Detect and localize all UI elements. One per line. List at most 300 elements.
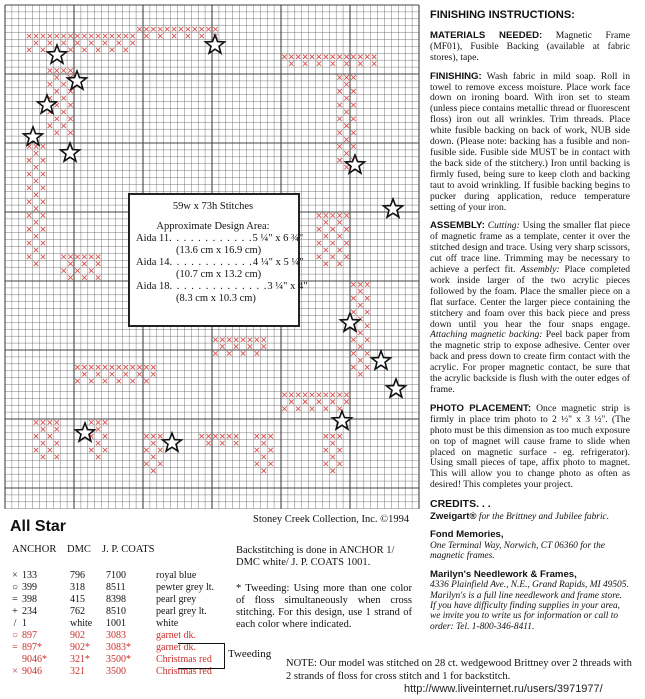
- marilyn-name: Marilyn's Needlework & Frames,: [430, 568, 577, 580]
- stitch-mark: [186, 27, 191, 32]
- stitch-mark: [241, 351, 246, 356]
- design-area-heading: Approximate Design Area:: [156, 221, 270, 232]
- stitch-mark: [68, 68, 73, 73]
- stitch-mark: [317, 213, 322, 218]
- stitch-mark: [48, 68, 53, 73]
- stitch-mark: [41, 144, 46, 149]
- instructions-title: FINISHING INSTRUCTIONS:: [430, 9, 575, 21]
- stitch-mark: [268, 434, 273, 439]
- key-color-name: garnet dk.: [156, 642, 196, 653]
- key-jpcoats: 8510: [106, 606, 126, 617]
- stitch-mark: [255, 448, 260, 453]
- stitch-mark: [130, 41, 135, 46]
- stitch-mark: [27, 158, 32, 163]
- stitch-mark: [110, 365, 115, 370]
- stitch-mark: [82, 48, 87, 53]
- stitch-mark: [358, 55, 363, 60]
- design-size-box: [128, 193, 308, 327]
- fabric-size-cm: (10.7 cm x 13.2 cm): [176, 269, 262, 280]
- key-anchor: 9046*: [22, 654, 47, 665]
- design-title: All Star: [10, 518, 67, 535]
- stitch-mark: [137, 365, 142, 370]
- stitch-mark: [158, 462, 163, 467]
- key-dmc: 321*: [70, 654, 90, 665]
- stitch-mark: [331, 55, 336, 60]
- stitch-mark: [358, 282, 363, 287]
- stitch-mark: [110, 34, 115, 39]
- stitch-mark: [75, 365, 80, 370]
- stitch-mark: [144, 27, 149, 32]
- stitch-mark: [317, 255, 322, 260]
- stitch-mark: [27, 227, 32, 232]
- key-jpcoats: 7100: [106, 570, 126, 581]
- stitch-mark: [89, 268, 94, 273]
- stitch-mark: [206, 441, 211, 446]
- stitch-mark: [82, 262, 87, 267]
- stitch-mark: [344, 82, 349, 87]
- stitch-mark: [41, 48, 46, 53]
- tweeding-label: Tweeding: [228, 648, 272, 660]
- stitch-mark: [344, 213, 349, 218]
- stitch-mark: [324, 434, 329, 439]
- key-jpcoats: 8398: [106, 594, 126, 605]
- stitch-mark: [351, 351, 356, 356]
- stitch-mark: [337, 406, 342, 411]
- stitch-mark: [358, 372, 363, 377]
- stitch-mark: [324, 213, 329, 218]
- stitch-mark: [213, 27, 218, 32]
- stitch-mark: [331, 393, 336, 398]
- key-symbol: ×: [12, 570, 18, 581]
- stitch-mark: [34, 41, 39, 46]
- stitch-mark: [262, 469, 267, 474]
- stitch-mark: [68, 275, 73, 280]
- stitch-mark: [206, 434, 211, 439]
- stitch-mark: [331, 434, 336, 439]
- finishing-paragraph: [430, 72, 630, 214]
- stitch-mark: [351, 310, 356, 315]
- stitch-mark: [324, 234, 329, 239]
- backstitch-note: Backstitching is done in ANCHOR 1/ DMC white/ J. P. COATS 1001.: [236, 545, 395, 568]
- star-icon: [38, 95, 57, 113]
- stitch-mark: [89, 448, 94, 453]
- stitch-mark: [48, 82, 53, 87]
- stitch-mark: [324, 55, 329, 60]
- stitch-mark: [151, 27, 156, 32]
- stitch-mark: [75, 268, 80, 273]
- stitch-mark: [344, 165, 349, 170]
- stitch-mark: [55, 34, 60, 39]
- stitch-mark: [255, 462, 260, 467]
- stitch-mark: [365, 365, 370, 370]
- stitch-mark: [75, 255, 80, 260]
- photo-text: Once magnetic strip is firmly in place trim photo to 2 ½" x 3 ½". (The photo must be this dimension as too much exposure on top of magnet will cause frame to slide when placed on magnetic surface - eg. refrigerator). Using small pieces of tape, affix photo to magnet. This will allow you to change photo as often as desired! This completes your project.: [430, 402, 631, 491]
- stitch-mark: [55, 130, 60, 135]
- stitch-mark: [61, 124, 66, 129]
- credit-marilyns: [430, 570, 630, 632]
- stitch-mark: [337, 393, 342, 398]
- stitch-mark: [165, 27, 170, 32]
- key-header: [12, 544, 155, 555]
- key-anchor: 398: [22, 594, 37, 605]
- stitch-mark: [255, 351, 260, 356]
- header-dmc: DMC: [67, 544, 91, 555]
- stitch-mark: [117, 365, 122, 370]
- stitch-mark: [282, 55, 287, 60]
- stitch-mark: [124, 48, 129, 53]
- key-row: [8, 582, 214, 594]
- stitch-mark: [151, 455, 156, 460]
- stitch-mark: [34, 234, 39, 239]
- star-icon: [387, 379, 406, 397]
- stitch-mark: [158, 34, 163, 39]
- stitch-mark: [151, 434, 156, 439]
- stitch-mark: [68, 130, 73, 135]
- assembly-text: Place completed work inside larger of the two acrylic pieces followed by the foam. Place the smaller piece on a flat surface. Center the larger piece containing the stitchery and foam over this back piece and press down until you hear the four snaps engage.: [430, 264, 631, 330]
- star-icon: [48, 45, 67, 63]
- stitch-mark: [96, 441, 101, 446]
- stitch-mark: [324, 393, 329, 398]
- stitch-mark: [55, 455, 60, 460]
- key-symbol: +: [12, 606, 18, 617]
- stitch-mark: [144, 448, 149, 453]
- stitch-mark: [317, 241, 322, 246]
- stitch-mark: [358, 344, 363, 349]
- stitch-mark: [365, 324, 370, 329]
- stitch-mark: [220, 344, 225, 349]
- fabric-size-in: 3 ¼" x 4": [267, 281, 308, 292]
- stitch-mark: [48, 434, 53, 439]
- stitch-mark: [34, 165, 39, 170]
- stitch-mark: [68, 48, 73, 53]
- stitch-mark: [344, 124, 349, 129]
- stitch-mark: [41, 158, 46, 163]
- marilyn-text: 4336 Plainfield Ave., N.E., Grand Rapids, MI 49505. Marilyn's is a full line needlework and frame store. If you have difficulty finding supplies in your area, we invite you to write us for information or call to order: Tel. 1-800-346-8411.: [430, 580, 629, 632]
- stitch-mark: [151, 365, 156, 370]
- tweeding-bracket: [178, 643, 225, 669]
- stitch-mark: [351, 89, 356, 94]
- stitch-mark: [199, 27, 204, 32]
- stitch-mark: [75, 34, 80, 39]
- stitch-mark: [213, 434, 218, 439]
- stitch-mark: [234, 344, 239, 349]
- stitch-mark: [289, 400, 294, 405]
- stitch-mark: [310, 406, 315, 411]
- fabric-cm: [136, 245, 290, 257]
- stitch-mark: [255, 434, 260, 439]
- stitch-mark: [303, 393, 308, 398]
- stitch-mark: [248, 344, 253, 349]
- key-color-name: Christmas red: [156, 654, 212, 665]
- stitch-mark: [365, 337, 370, 342]
- stitch-mark: [61, 34, 66, 39]
- stitch-mark: [158, 448, 163, 453]
- stitch-mark: [68, 34, 73, 39]
- stitch-mark: [310, 55, 315, 60]
- stitch-mark: [186, 34, 191, 39]
- materials-text: Magnetic Frame (MF01), Fusible Backing (available at fabric stores), tape.: [430, 29, 631, 63]
- stitch-mark: [289, 55, 294, 60]
- key-dmc: 902: [70, 630, 85, 641]
- stitch-mark: [27, 199, 32, 204]
- stitch-mark: [234, 337, 239, 342]
- fabric-size-cm: (8.3 cm x 10.3 cm): [176, 293, 256, 304]
- star-icon: [163, 433, 182, 451]
- key-jpcoats: 3500: [106, 666, 126, 677]
- stitch-mark: [137, 372, 142, 377]
- stitch-mark: [372, 61, 377, 66]
- key-anchor: 234: [22, 606, 37, 617]
- stitch-mark: [124, 372, 129, 377]
- stitch-mark: [61, 268, 66, 273]
- stitch-mark: [34, 248, 39, 253]
- stitch-mark: [151, 372, 156, 377]
- stitch-mark: [331, 213, 336, 218]
- stitch-mark: [89, 379, 94, 384]
- stitch-mark: [48, 34, 53, 39]
- stitch-mark: [41, 34, 46, 39]
- copyright: Stoney Creek Collection, Inc. ©1994: [253, 514, 410, 525]
- stitch-mark: [337, 130, 342, 135]
- dot-leader: . . . . . . . . . . . .: [169, 257, 253, 268]
- stitch-mark: [351, 103, 356, 108]
- stitch-mark: [158, 27, 163, 32]
- stitch-mark: [365, 310, 370, 315]
- stitch-mark: [103, 365, 108, 370]
- stitch-mark: [55, 89, 60, 94]
- stitch-mark: [27, 34, 32, 39]
- key-anchor: 897: [22, 630, 37, 641]
- star-icon: [206, 35, 225, 53]
- stitch-mark: [351, 296, 356, 301]
- stitch-mark: [365, 282, 370, 287]
- stitch-mark: [262, 344, 267, 349]
- stitch-mark: [158, 434, 163, 439]
- stitch-mark: [96, 262, 101, 267]
- model-note: NOTE: Our model was stitched on 28 ct. wedgewood Brittney over 2 threads with 2 strands of floss for cross stitch and 1 for backstitch.: [286, 658, 632, 682]
- stitch-mark: [55, 427, 60, 432]
- key-jpcoats: 3500*: [106, 654, 131, 665]
- stitch-mark: [213, 351, 218, 356]
- stitch-mark: [234, 434, 239, 439]
- stitch-mark: [117, 41, 122, 46]
- stitch-mark: [27, 172, 32, 177]
- key-anchor: 399: [22, 582, 37, 593]
- stitch-mark: [96, 48, 101, 53]
- key-jpcoats: 8511: [106, 582, 126, 593]
- stitch-mark: [144, 365, 149, 370]
- stitch-mark: [68, 117, 73, 122]
- stitch-mark: [344, 55, 349, 60]
- stitch-count: 59w x 73h Stitches: [172, 201, 254, 212]
- stitch-mark: [34, 151, 39, 156]
- key-symbol: =: [12, 642, 18, 653]
- stitch-mark: [303, 400, 308, 405]
- stitch-mark: [337, 75, 342, 80]
- key-dmc: 796: [70, 570, 85, 581]
- stitch-mark: [344, 151, 349, 156]
- stitch-mark: [34, 179, 39, 184]
- stitch-mark: [61, 255, 66, 260]
- key-color-name: Christmas red: [156, 666, 212, 677]
- cross-stitch-chart: [5, 5, 421, 509]
- stitch-mark: [48, 124, 53, 129]
- key-color-name: pewter grey lt.: [156, 582, 215, 593]
- stitch-mark: [282, 393, 287, 398]
- stitch-mark: [96, 455, 101, 460]
- stitch-mark: [199, 434, 204, 439]
- stitch-mark: [110, 372, 115, 377]
- stitch-mark: [262, 441, 267, 446]
- stitch-mark: [55, 68, 60, 73]
- stitch-mark: [241, 337, 246, 342]
- stitch-mark: [351, 144, 356, 149]
- stitch-mark: [317, 400, 322, 405]
- stitch-mark: [337, 220, 342, 225]
- stitch-mark: [337, 89, 342, 94]
- key-anchor: 133: [22, 570, 37, 581]
- stitch-mark: [296, 55, 301, 60]
- fabric-label: Aida 18: [136, 281, 170, 292]
- stitch-mark: [41, 241, 46, 246]
- stitch-mark: [144, 434, 149, 439]
- stitch-mark: [41, 420, 46, 425]
- stitch-mark: [317, 55, 322, 60]
- cutting-text: Using the smaller flat piece of magnetic frame as a template, center it over the stitched design and trace. Using very sharp scissors, cut off trace line. Trimming may be necessary to achieve a perfect fit.: [430, 220, 630, 276]
- stitch-mark: [151, 441, 156, 446]
- stitch-mark: [372, 55, 377, 60]
- stitch-mark: [96, 275, 101, 280]
- watermark-url: http://www.liveinternet.ru/users/3971977/: [404, 683, 603, 695]
- stitch-mark: [220, 441, 225, 446]
- finishing-label: FINISHING:: [430, 70, 482, 82]
- stitch-mark: [331, 241, 336, 246]
- stitch-mark: [344, 61, 349, 66]
- stitch-mark: [82, 275, 87, 280]
- stitch-mark: [27, 213, 32, 218]
- header-jpcoats: J. P. COATS: [102, 544, 155, 555]
- stitch-mark: [262, 337, 267, 342]
- fabric-label: Aida 14: [136, 257, 170, 268]
- credit-zweigart: [430, 512, 630, 522]
- stitch-mark: [220, 337, 225, 342]
- key-dmc: white: [70, 618, 93, 629]
- stitch-mark: [144, 34, 149, 39]
- materials-paragraph: [430, 31, 630, 64]
- key-row: [8, 630, 214, 642]
- stitch-mark: [172, 34, 177, 39]
- stitch-mark: [82, 34, 87, 39]
- stitch-mark: [337, 144, 342, 149]
- cutting-label: Cutting:: [487, 220, 520, 232]
- stitch-mark: [268, 448, 273, 453]
- stitch-mark: [34, 420, 39, 425]
- stitch-mark: [344, 110, 349, 115]
- stitch-mark: [213, 337, 218, 342]
- photo-paragraph: [430, 404, 630, 491]
- stitch-mark: [103, 434, 108, 439]
- stitch-mark: [303, 61, 308, 66]
- stitch-mark: [41, 199, 46, 204]
- stitch-mark: [358, 358, 363, 363]
- stitch-mark: [89, 365, 94, 370]
- stitch-mark: [89, 41, 94, 46]
- stitch-mark: [337, 262, 342, 267]
- stitch-mark: [331, 400, 336, 405]
- stitch-mark: [262, 455, 267, 460]
- stitch-mark: [96, 255, 101, 260]
- stitch-mark: [172, 27, 177, 32]
- stitch-mark: [179, 27, 184, 32]
- key-symbol: ○: [11, 630, 19, 641]
- stitch-mark: [34, 220, 39, 225]
- stitch-mark: [344, 96, 349, 101]
- stitch-mark: [68, 103, 73, 108]
- stitch-mark: [103, 379, 108, 384]
- fabric-size-in: 4 ¼" x 5 ¼": [252, 257, 304, 268]
- key-dmc: 321: [70, 666, 85, 677]
- key-symbol: /: [13, 618, 17, 629]
- stitch-mark: [282, 406, 287, 411]
- stitch-mark: [337, 213, 342, 218]
- stitch-mark: [358, 61, 363, 66]
- key-symbol: ×: [12, 666, 18, 677]
- stitch-mark: [48, 41, 53, 46]
- stitch-mark: [55, 117, 60, 122]
- stitch-mark: [117, 34, 122, 39]
- zweigart-name: Zweigart®: [430, 511, 477, 523]
- key-row: [8, 594, 214, 606]
- stitch-mark: [351, 117, 356, 122]
- stitch-mark: [234, 441, 239, 446]
- stitch-mark: [227, 337, 232, 342]
- stitch-mark: [61, 68, 66, 73]
- stitch-mark: [199, 34, 204, 39]
- stitch-mark: [365, 351, 370, 356]
- stitch-mark: [337, 103, 342, 108]
- key-row: [8, 618, 214, 630]
- stitch-mark: [351, 55, 356, 60]
- stitch-mark: [337, 248, 342, 253]
- stitch-mark: [27, 241, 32, 246]
- key-color-name: garnet dk.: [156, 630, 196, 641]
- stitch-mark: [344, 241, 349, 246]
- star-icon: [76, 423, 95, 441]
- fond-address: One Terminal Way, Norwich, CT 06360 for the magnetic frames.: [430, 540, 605, 562]
- stitch-mark: [130, 365, 135, 370]
- stitch-mark: [248, 337, 253, 342]
- star-icon: [372, 351, 391, 369]
- stitch-mark: [103, 41, 108, 46]
- stitch-mark: [41, 213, 46, 218]
- stitch-mark: [55, 75, 60, 80]
- stitch-mark: [337, 448, 342, 453]
- stitch-mark: [41, 255, 46, 260]
- key-color-name: pearl grey: [156, 594, 197, 605]
- stitch-mark: [41, 186, 46, 191]
- fabric-row: [136, 233, 304, 245]
- attaching-text: Peel back paper from the magnetic strip to expose adhesive. Center over back and press down to create firm contact with the acrylic. For proper magnetic contact, be sure that the acrylic backside is flush with the outer edges of frame.: [430, 329, 630, 395]
- stitch-mark: [34, 434, 39, 439]
- dot-leader: . . . . . . . . . . . . . .: [169, 281, 268, 292]
- stitch-mark: [68, 255, 73, 260]
- stitch-mark: [337, 434, 342, 439]
- fabric-cm: [136, 269, 290, 281]
- stitch-mark: [34, 262, 39, 267]
- key-symbol: =: [12, 594, 18, 605]
- fabric-size-cm: (13.6 cm x 16.9 cm): [176, 245, 262, 256]
- stitch-mark: [331, 255, 336, 260]
